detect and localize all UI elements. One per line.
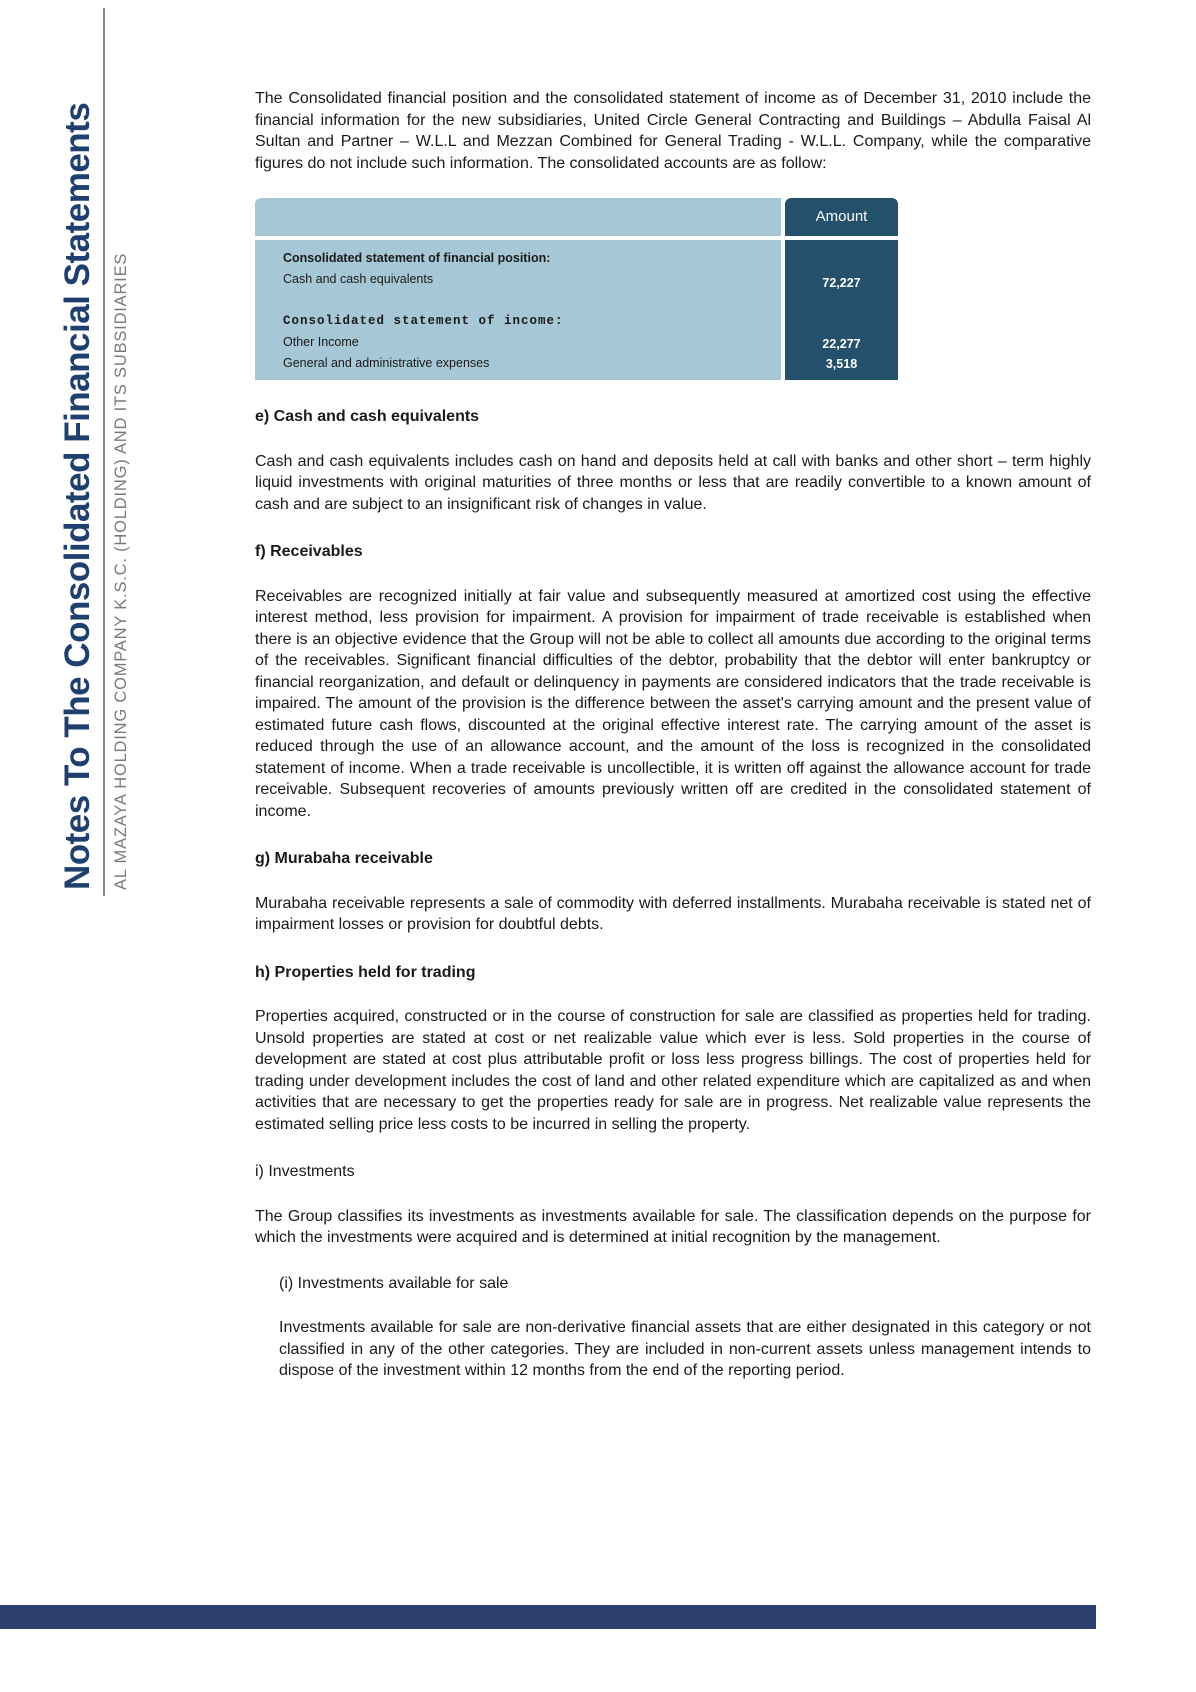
intro-paragraph: The Consolidated financial position and the consolidated statement of income as of December 31, 2010 include the financial information for the new subsidiaries, United Circle General Contracting and Buildings – Abdulla Faisal Al Sultan and Partner – W.L.L and Mezzan Combined for General Trading - W.L.L. Company, while the comparative figures do not include such information. The consolidated accounts are as follow: (255, 90, 1091, 172)
sidebar-title: Notes To The Consolidated Financial Statements (58, 102, 97, 890)
consolidated-accounts-table (255, 198, 898, 380)
section-paragraph: Receivables are recognized initially at fair value and subsequently measured at amortized cost using the effective interest method, less provision for impairment. A provision for impairment of trade receivable is established when there is an objective evidence that the Group will not be able to collect all amounts due according to the original terms of the receivables. Significant financial difficulties of the debtor, probability that the debtor will enter bankruptcy or financial reorganization, and default or delinquency in payments are considered indicators that the trade receivable is impaired. The amount of the provision is the difference between the asset's carrying amount and the present value of estimated future cash flows, discounted at the original effective interest rate. The carrying amount of the asset is reduced through the use of an allowance account, and the amount of the loss is recognized in the consolidated statement of income. When a trade receivable is uncollectible, it is written off against the allowance account for trade receivable. Subsequent recoveries of amounts previously written off are credited in the consolidated statement of income. (255, 587, 1091, 820)
table-label-panel (255, 198, 781, 380)
subsection-paragraph: Investments available for sale are non-derivative financial assets that are either designated in this category or not classified in any of the other categories. They are included in non-current assets unless management intends to dispose of the investment within 12 months from the end of the reporting period. (279, 1319, 1091, 1379)
table-amount: 72,227 (822, 276, 861, 290)
section-heading: e) Cash and cash equivalents (255, 408, 480, 425)
table-row-label: Cash and cash equivalents (283, 272, 434, 286)
table-header-amount: Amount (785, 198, 898, 236)
table-row-label: Other Income (283, 335, 359, 349)
table-amount-panel (785, 240, 898, 380)
sidebar-subtitle: AL MAZAYA HOLDING COMPANY K.S.C. (HOLDING) AND ITS SUBSIDIARIES (112, 252, 130, 890)
section-paragraph: Properties acquired, constructed or in the course of construction for sale are classified as properties held for trading. Unsold properties are stated at cost or net realizable value which ever is less. Sold properties in the course of development are stated at cost plus attributable profit or loss less progress billings. The cost of properties held for trading under development includes the cost of land and other related expenditure which are capitalized as and when activities that are necessary to get the properties ready for sale are in progress. Net realizable value represents the estimated selling price less costs to be incurred in selling the property. (255, 1008, 1091, 1133)
subsection-heading: (i) Investments available for sale (279, 1274, 509, 1292)
table-section-title: Consolidated statement of income: (283, 314, 564, 328)
page-content (255, 88, 1091, 1382)
section-paragraph: The Group classifies its investments as investments available for sale. The classification depends on the purpose for which the investments were acquired and is determined at initial recognition by the management. (255, 1207, 1091, 1246)
section-heading: f) Receivables (255, 543, 363, 560)
section-heading: i) Investments (255, 1163, 355, 1180)
section-heading: h) Properties held for trading (255, 963, 476, 981)
section-paragraph: Murabaha receivable represents a sale of commodity with deferred installments. Murabaha receivable is stated net of impairment losses or provision for doubtful debts. (255, 894, 1091, 933)
footer-bar (0, 1605, 1096, 1629)
sidebar-divider (103, 8, 105, 896)
section-heading: g) Murabaha receivable (255, 850, 433, 867)
table-amount: 3,518 (825, 357, 858, 371)
table-section-title: Consolidated statement of financial position: (283, 251, 551, 265)
table-row-label: General and administrative expenses (283, 356, 490, 370)
section-paragraph: Cash and cash equivalents includes cash on hand and deposits held at call with banks and other short – term highly liquid investments with original maturities of three months or less that are readily convertible to a known amount of cash and are subject to an insignificant risk of changes in value. (255, 452, 1091, 513)
table-amount: 22,277 (822, 337, 861, 351)
